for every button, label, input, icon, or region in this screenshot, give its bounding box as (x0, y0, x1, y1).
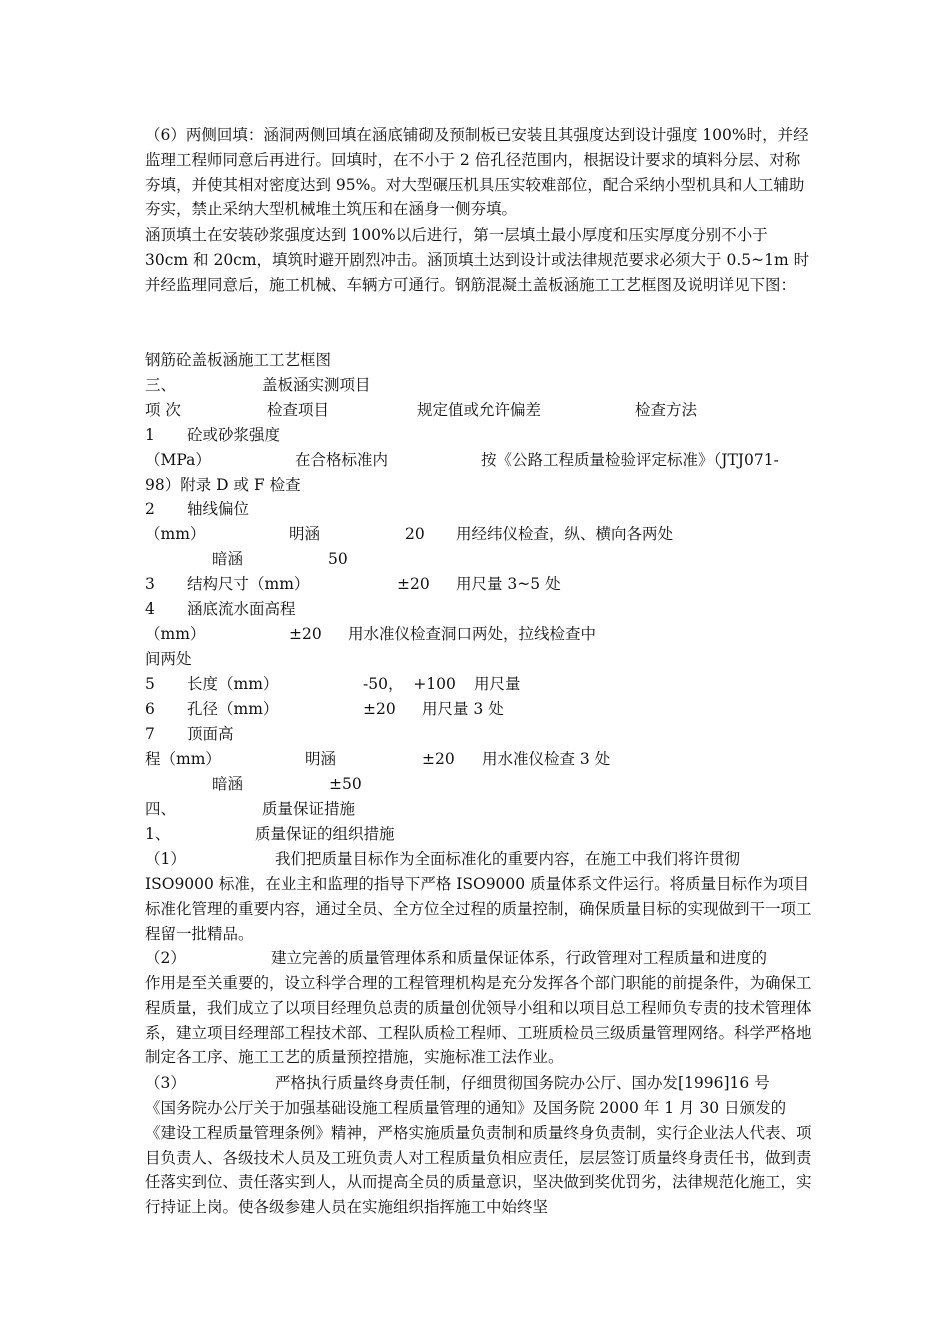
table-row (145, 697, 504, 722)
subsection-title: 质量保证的组织措施 (255, 825, 395, 843)
row-number: 7 (145, 725, 155, 743)
row-item: 结构尺寸（mm） (187, 575, 310, 593)
column-header-seq: 项 次 (145, 401, 181, 419)
table-row (145, 423, 281, 448)
subsection-number: 1、 (145, 825, 171, 843)
measure-1-first-line (145, 847, 741, 872)
row-value: 在合格标准内 (295, 451, 389, 469)
row-number: 4 (145, 600, 155, 618)
row-value: ±20 (363, 700, 396, 718)
row-item: 长度（mm） (187, 675, 279, 693)
row-number: 6 (145, 700, 155, 718)
table-row (145, 497, 250, 522)
row-subtype: 暗涵 (212, 550, 244, 568)
column-header-method: 检查方法 (635, 401, 698, 419)
subsection-heading (145, 822, 395, 847)
section-heading-3 (145, 373, 371, 398)
section-number: 三、 (145, 376, 177, 394)
section-title: 质量保证措施 (262, 800, 356, 818)
row-unit: （mm） (145, 625, 206, 643)
row-method-continued: 间两处 (145, 650, 192, 668)
row-method: 按《公路工程质量检验评定标准》（JTJ071- (481, 451, 779, 469)
row-method: 用尺量 3 处 (422, 700, 504, 718)
column-header-tolerance: 规定值或允许偏差 (417, 401, 542, 419)
table-row (145, 672, 521, 697)
paragraph-side-backfill: （6）两侧回填：涵洞两侧回填在涵底铺砌及预制板已安装且其强度达到设计强度 100%时，并经监理工程师同意后再进行。回填时，在不小于 2 倍孔径范围内，根据设计要求的填料分层、对称夯填，并使其相对密度达到 95%。对大型碾压机具压实较难部位，配合采纳小型机具和人工辅助夯实，禁止采纳大型机械堆土筑压和在涵身一侧夯填。 (145, 126, 809, 219)
row-method: 用尺量 (474, 675, 521, 693)
table-row-continued (145, 622, 597, 647)
measure-number: （3） (145, 1074, 186, 1092)
table-row-continued (145, 448, 779, 473)
row-value: ±20 (289, 625, 322, 643)
measure-2-body: 作用是至关重要的，设立科学合理的工程管理机构是充分发挥各个部门职能的前提条件，为确保工程质量，我们成立了以项目经理负总责的质量创优领导小组和以项目总工程师负专责的技术管理体系，建立项目经理部工程技术部、工程队质检工程师、工班质检员三级质量管理网络。科学严格地制定各工序、施工工艺的质量预控措施，实施标准工法作业。 (145, 974, 812, 1067)
table-row (145, 722, 234, 747)
row-number: 5 (145, 675, 155, 693)
measure-number: （1） (145, 850, 186, 868)
measure-text: 我们把质量目标作为全面标准化的重要内容，在施工中我们将许贯彻 (275, 850, 741, 868)
measure-3-body: 《国务院办公厅关于加强基础设施工程质量管理的通知》及国务院 2000 年 1 月 30 日颁发的《建设工程质量管理条例》精神，严格实施质量负责制和质量终身负责制，实行企业法人代表、项目负责人、各级技术人员及工班负责人对工程质量负相应责任，层层签订质量终身责任书，做到责任落实到位、责任落实到人，从而提高全员的质量意识，坚决做到奖优罚劣，法律规范化施工，实行持证上岗。使各级参建人员在实施组织指挥施工中始终坚 (145, 1099, 812, 1217)
measure-text: 建立完善的质量管理体系和质量保证体系，行政管理对工程质量和进度的 (271, 949, 768, 967)
row-unit: 程（mm） (145, 750, 221, 768)
row-unit: （mm） (145, 525, 206, 543)
row-method: 用水准仪检查 3 处 (482, 750, 611, 768)
row-unit: （MPa） (145, 451, 211, 469)
row-number: 1 (145, 426, 155, 444)
measure-3-first-line (145, 1071, 770, 1096)
table-row-continued (145, 522, 674, 547)
row-method: 用尺量 3~5 处 (456, 575, 561, 593)
row-subtype: 暗涵 (212, 775, 244, 793)
row-item: 砼或砂浆强度 (187, 426, 281, 444)
row-subtype: 明涵 (305, 750, 337, 768)
figure-title: 钢筋砼盖板涵施工工艺框图 (145, 351, 332, 369)
column-header-item: 检查项目 (267, 401, 330, 419)
section-title: 盖板涵实测项目 (262, 376, 371, 394)
row-number: 3 (145, 575, 155, 593)
measure-number: （2） (145, 949, 186, 967)
table-header-row (145, 398, 698, 423)
row-value: 20 (405, 525, 425, 543)
row-value: 50 (328, 550, 348, 568)
table-row (145, 597, 296, 622)
measure-1-body: ISO9000 标准，在业主和监理的指导下严格 ISO9000 质量体系文件运行。将质量目标作为项目标准化管理的重要内容，通过全员、全方位全过程的质量控制，确保质量目标的实现做到干一项工程留一批精品。 (145, 875, 812, 943)
row-value: ±50 (329, 775, 362, 793)
row-value: -50， +100 (363, 675, 456, 693)
row-subtype: 明涵 (289, 525, 321, 543)
row-value: ±20 (397, 575, 430, 593)
row-item: 涵底流水面高程 (187, 600, 296, 618)
row-value: ±20 (422, 750, 455, 768)
section-heading-4 (145, 797, 356, 822)
row-item: 孔径（mm） (187, 700, 279, 718)
row-method-continued: 98）附录 D 或 F 检查 (145, 476, 301, 494)
row-item: 顶面高 (187, 725, 234, 743)
table-row-continued (145, 747, 611, 772)
section-number: 四、 (145, 800, 177, 818)
row-number: 2 (145, 500, 155, 518)
measure-text: 严格执行质量终身责任制，仔细贯彻国务院办公厅、国办发[1996]16 号 (275, 1074, 770, 1092)
measure-2-first-line (145, 946, 768, 971)
table-row (145, 572, 561, 597)
row-method: 用经纬仪检查，纵、横向各两处 (456, 525, 674, 543)
paragraph-top-fill: 涵顶填土在安装砂浆强度达到 100%以后进行，第一层填土最小厚度和压实厚度分别不小于 30cm 和 20cm，填筑时避开剧烈冲击。涵顶填土达到设计或法律规范要求必须大于 0.5~1m 时并经监理同意后，施工机械、车辆方可通行。钢筋混凝土盖板涵施工工艺框图及说明详见下图： (145, 226, 810, 294)
row-method: 用水准仪检查洞口两处，拉线检查中 (348, 625, 597, 643)
row-item: 轴线偏位 (187, 500, 250, 518)
